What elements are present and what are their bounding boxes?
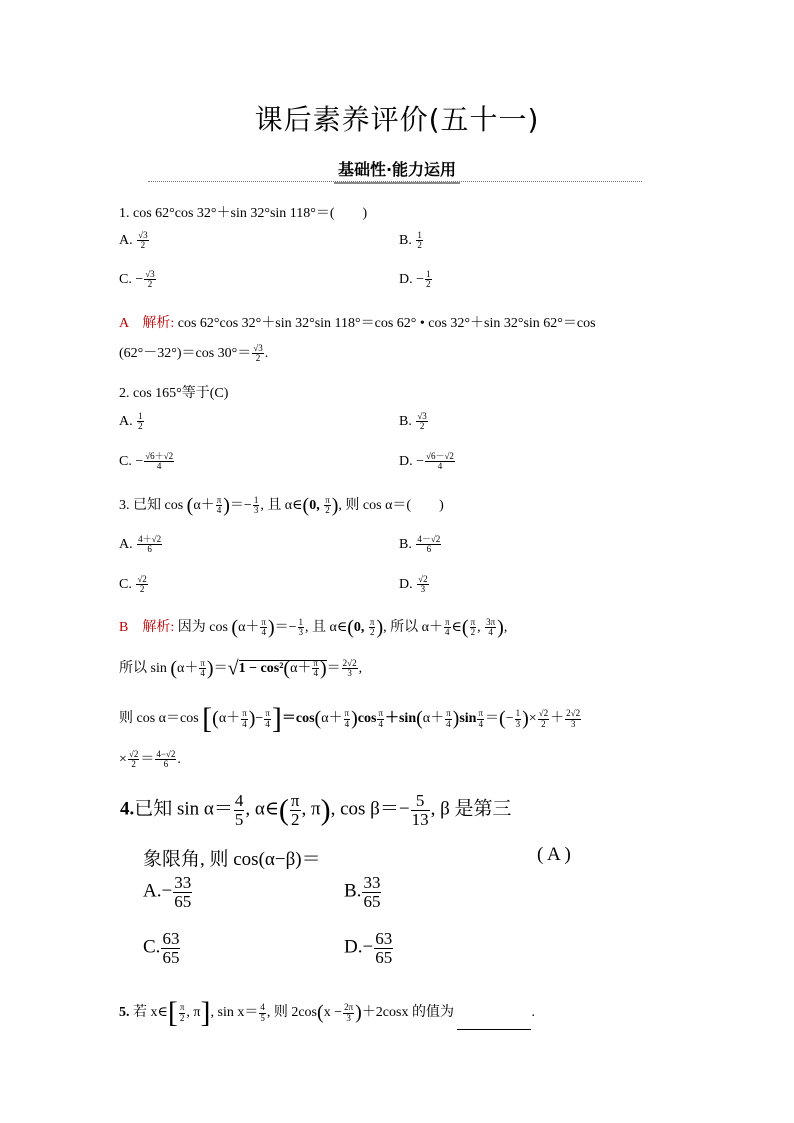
fraction: $\frac{√3}{2}$: [417, 411, 427, 432]
q3-option-a: A. $\frac{4+√2}{6}$: [119, 534, 162, 555]
fraction: $\frac{1}{3}$: [253, 494, 259, 516]
page-title: 课后素养评价(五十一): [254, 103, 540, 136]
fraction: $\frac{√2}{2}$: [137, 574, 147, 595]
q3-option-c: C. $\frac{√2}{2}$: [119, 574, 147, 595]
q3-analysis-line-3: 则 cos α＝cos [(α＋ $\frac{\pi}{4}$ )− $\frac{\pi}{4}$ ]＝cos(α＋ $\frac{\pi}{4}$ )cos $\frac{\pi}{4}$ ＋sin(α＋ $\frac{\pi}{4}$ )sin $\frac{\pi}{4}$ ＝(− $\frac{1}{3}$ )× $\frac{√2}{2}$ ＋ $\frac{2√2}{3}$: [119, 702, 581, 735]
dotted-divider: [148, 181, 642, 182]
question-2-stem: 2. cos 165°等于(C): [119, 386, 229, 401]
q3-analysis-line-4: × $\frac{√2}{2}$ ＝ $\frac{4-√2}{6}$ .: [119, 748, 181, 770]
q4-option-c: C. $\frac{63}{65}$: [143, 929, 180, 967]
q4-option-d: D.− $\frac{63}{65}$: [344, 929, 393, 967]
fraction: $\frac{√3}{2}$: [138, 230, 148, 251]
fraction: $\frac{4+√2}{6}$: [138, 534, 162, 555]
fraction: $\frac{\pi}{2}$: [325, 494, 330, 516]
fraction: $\frac{1}{2}$: [417, 230, 422, 251]
q3-option-d: D. $\frac{√2}{3}$: [399, 574, 428, 595]
question-4-stem-line-1: 4.已知 sin α＝ $\frac{4}{5}$ , α∈( $\frac{\pi}{2}$ , π), cos β＝− $\frac{5}{13}$ , β 是第三: [120, 791, 512, 829]
q2-option-b: B. $\frac{√3}{2}$: [399, 411, 427, 432]
analysis-label: 解析:: [142, 316, 175, 331]
fraction: $\frac{√2}{3}$: [418, 574, 428, 595]
q1-option-a: A. $\frac{√3}{2}$: [119, 230, 148, 251]
fraction: $\frac{\pi}{4}$: [216, 494, 222, 516]
q1-option-d: D. − $\frac{1}{2}$: [399, 269, 431, 290]
q4-option-b: B. $\frac{33}{65}$: [344, 873, 381, 911]
question-1-stem: 1. cos 62°cos 32°＋sin 32°sin 118°＝( ): [119, 206, 368, 221]
answer-blank[interactable]: [457, 1029, 531, 1030]
q3-analysis-line-2: 所以 sin (α＋ $\frac{\pi}{4}$ )＝√1 − cos²(α＋ $\frac{\pi}{4}$ )＝ $\frac{2√2}{3}$ ,: [119, 657, 363, 680]
q3-analysis-line-1: B 解析: 因为 cos (α＋ $\frac{\pi}{4}$ )＝− $\frac{1}{3}$ , 且 α∈(0, $\frac{\pi}{2}$ ), 所以 α＋ $\frac{\pi}{4}$ ∈( $\frac{\pi}{2}$ , $\frac{3\pi}{4}$ ),: [119, 616, 508, 639]
q4-option-a: A.− $\frac{33}{65}$: [143, 873, 192, 911]
q3-option-b: B. $\frac{4-√2}{6}$: [399, 534, 441, 555]
fraction: $\frac{4-√2}{6}$: [417, 534, 441, 555]
question-5-stem: 5. 若 x∈[ $\frac{\pi}{2}$ , π], sin x＝ $\frac{4}{5}$ , 则 2cos(x − $\frac{2\pi}{3}$ )＋2cosx 的值为 .: [119, 996, 535, 1029]
question-3-stem: 3. 已知 cos (α＋ $\frac{\pi}{4}$ )＝− $\frac{1}{3}$ , 且 α∈(0, $\frac{\pi}{2}$ ), 则 cos α＝( ): [119, 494, 444, 517]
answer-letter: B: [119, 620, 129, 635]
answer-letter: A: [119, 316, 129, 331]
fraction: $\frac{√3}{2}$: [145, 269, 155, 290]
question-4-stem-line-2: 象限角, 则 cos(α−β)＝: [143, 849, 321, 870]
fraction: $\frac{√6-√2}{4}$: [426, 451, 454, 472]
q2-option-d: D. − $\frac{√6-√2}{4}$: [399, 451, 454, 472]
fraction: $\frac{√6+√2}{4}$: [145, 451, 174, 472]
fraction: $\frac{1}{2}$: [138, 411, 143, 432]
q1-option-b: B. $\frac{1}{2}$: [399, 230, 422, 251]
q4-answer-bracket: ( A ): [537, 844, 571, 865]
q2-option-a: A. $\frac{1}{2}$: [119, 411, 143, 432]
section-label: 基础性·能力运用: [334, 160, 460, 184]
fraction: $\frac{1}{2}$: [426, 269, 431, 290]
section-heading: [0, 157, 794, 180]
q1-option-c: C. − $\frac{√3}{2}$: [119, 269, 155, 290]
analysis-label: 解析:: [142, 620, 175, 635]
q1-analysis-line-2: (62°－32°)＝cos 30°＝ $\frac{√3}{2}$ .: [119, 342, 269, 364]
q1-analysis-line-1: A 解析: cos 62°cos 32°＋sin 32°sin 118°＝cos 62° • cos 32°＋sin 32°sin 62°＝cos: [119, 316, 596, 331]
fraction: $\frac{√3}{2}$: [253, 342, 263, 364]
q2-option-c: C. − $\frac{√6+√2}{4}$: [119, 451, 174, 472]
